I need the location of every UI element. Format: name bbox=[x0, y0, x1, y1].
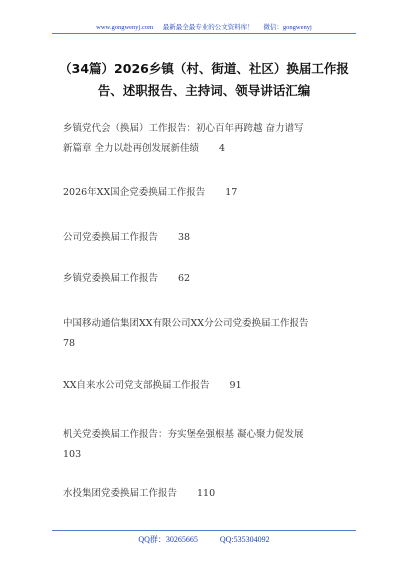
toc-entry-page: 38 bbox=[178, 232, 191, 243]
toc-entry-page: 62 bbox=[178, 273, 191, 284]
toc-entry-2[interactable] bbox=[63, 183, 363, 203]
toc-entry-1[interactable] bbox=[63, 119, 363, 159]
toc-entry-text: 乡镇党代会（换届）工作报告：初心百年再跨越 奋力谱写 bbox=[63, 123, 304, 134]
toc-entry-page: 4 bbox=[219, 143, 226, 154]
toc-entry-text: 机关党委换届工作报告：夯实堡垒强根基 凝心聚力促发展 bbox=[63, 429, 304, 440]
toc-entry-page: 78 bbox=[63, 338, 76, 349]
footer-divider bbox=[52, 530, 356, 531]
toc-entry-page: 17 bbox=[225, 187, 238, 198]
toc-entry-text: 公司党委换届工作报告 bbox=[63, 232, 159, 243]
header-site[interactable]: www.gongwenyj.com bbox=[96, 24, 154, 31]
toc-entry-4[interactable] bbox=[63, 269, 363, 289]
footer-qq-group: QQ群：30265665 bbox=[138, 535, 198, 544]
document-title bbox=[40, 58, 368, 102]
title-line-2: 告、述职报告、主持词、领导讲话汇编 bbox=[97, 83, 311, 98]
toc-entry-page: 110 bbox=[197, 488, 216, 499]
page-footer bbox=[0, 534, 408, 545]
header-slogan: 最新最全最专业的公文资料库！ bbox=[162, 24, 254, 31]
title-line-1: （34篇）2026乡镇（村、街道、社区）换届工作报 bbox=[59, 61, 349, 76]
toc-entry-page: 103 bbox=[63, 449, 82, 460]
page-header bbox=[0, 22, 408, 31]
toc-entry-text: XX自来水公司党支部换届工作报告 bbox=[63, 380, 210, 391]
toc-entry-text: 乡镇党委换届工作报告 bbox=[63, 273, 159, 284]
header-divider bbox=[52, 33, 356, 34]
toc-entry-page: 91 bbox=[229, 380, 242, 391]
toc-entry-8[interactable] bbox=[63, 484, 363, 504]
toc-entry-text: 新篇章 全力以赴再创发展新佳绩 bbox=[63, 143, 200, 154]
header-wechat: 微信：gongwenyj bbox=[263, 24, 312, 31]
toc-entry-5[interactable] bbox=[63, 314, 363, 354]
toc-entry-6[interactable] bbox=[63, 376, 363, 396]
toc-entry-7[interactable] bbox=[63, 425, 363, 465]
toc-entry-text: 2026年XX国企党委换届工作报告 bbox=[63, 187, 206, 198]
toc-entry-3[interactable] bbox=[63, 228, 363, 248]
toc-entry-text: 中国移动通信集团XX有限公司XX分公司党委换届工作报告 bbox=[63, 318, 309, 329]
footer-qq: QQ:535304092 bbox=[219, 535, 270, 544]
toc-entry-text: 水投集团党委换届工作报告 bbox=[63, 488, 178, 499]
